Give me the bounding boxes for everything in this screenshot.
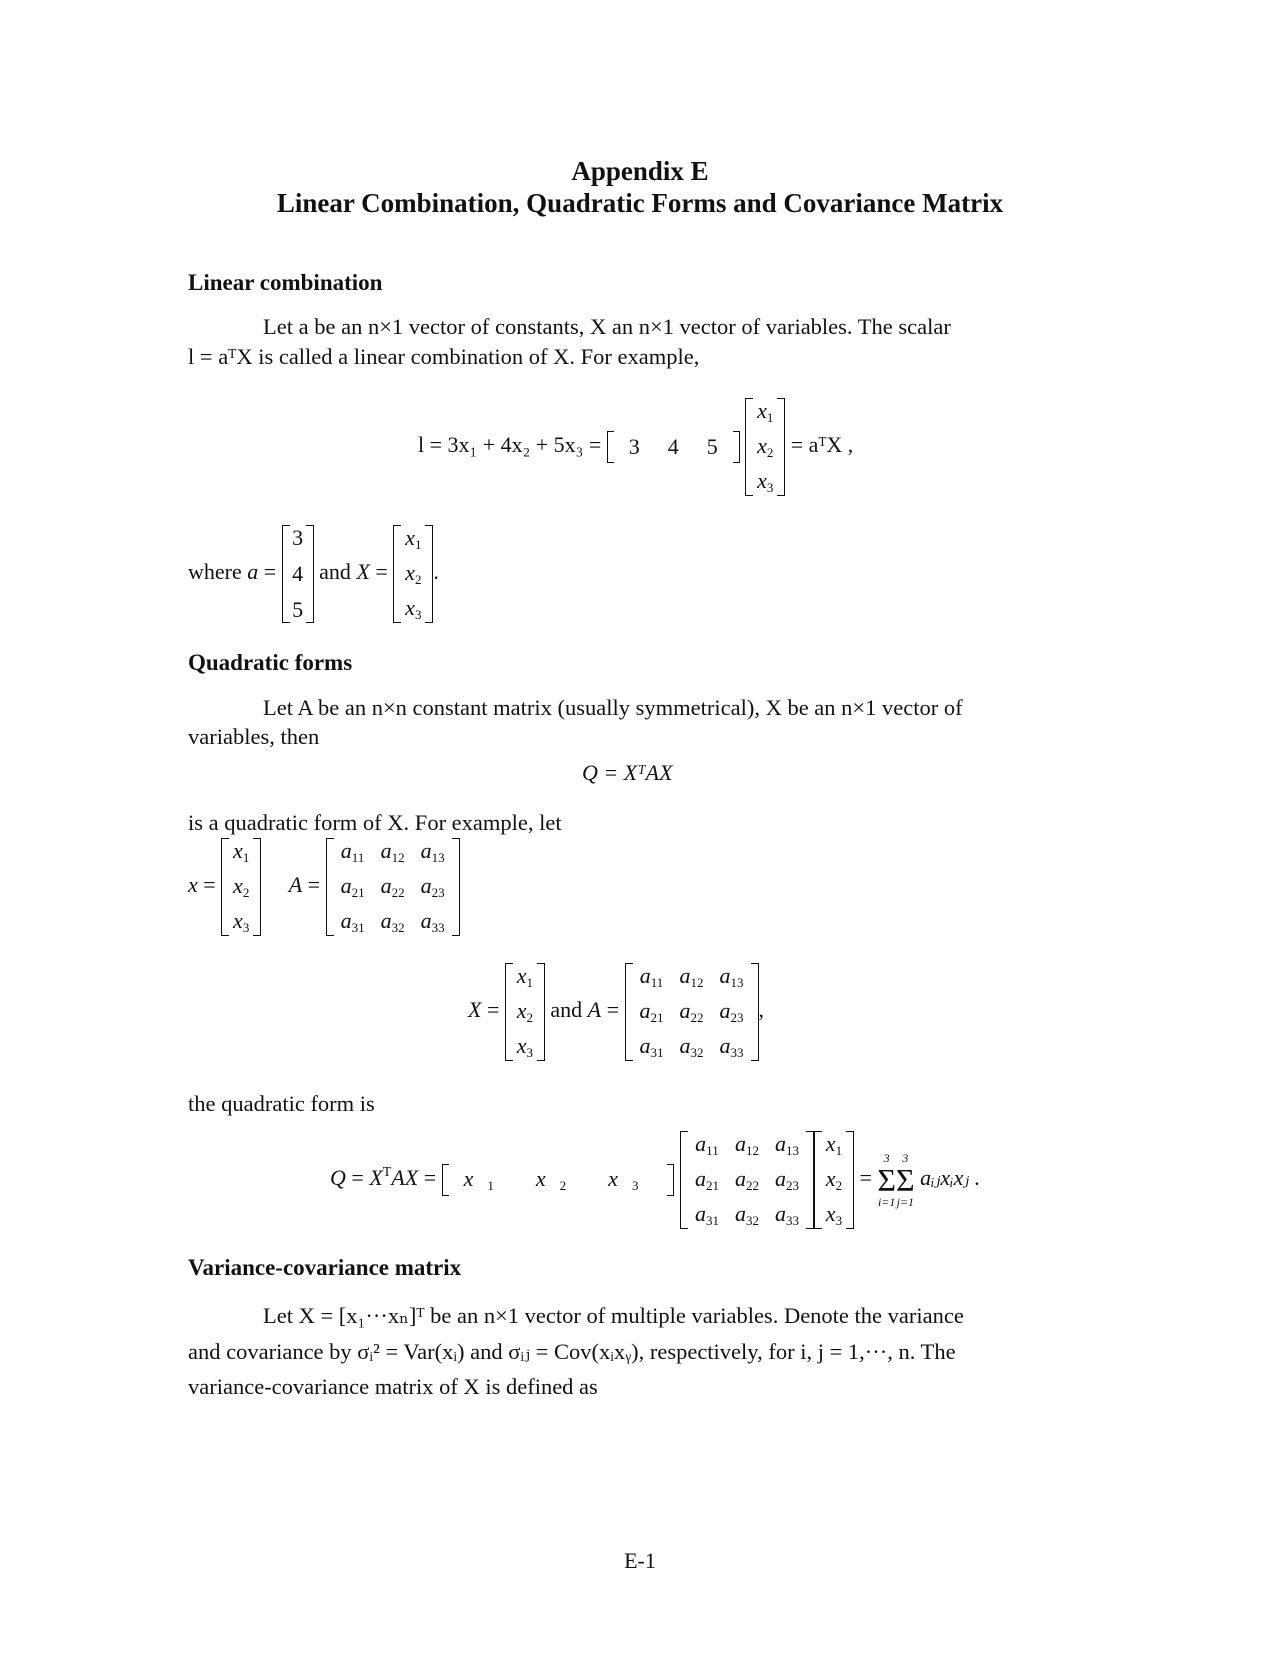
- quadratic-form-expansion: $Q = X^TAX$ = x $_1$ x $_2$ x $_3$ $a_{11}$ $a_{12}$ $a_{13}$ $a_{21}$ $a_{22}$ $a_{23}$ $a_{31}$ $a_{32}$ $a_{33}$ $x_1$ $x_2$ $x_3$ = 3 Σ i=1 3 Σ j=1 aᵢⱼxᵢxⱼ .: [330, 1131, 981, 1228]
- X-vector-display: $x_1$ $x_2$ $x_3$: [505, 963, 545, 1061]
- coefficient-row-vector: [607, 431, 740, 463]
- covariance-para-line3: variance-covariance matrix of X is defined as: [188, 1374, 598, 1399]
- a-column-vector: 3 4 5: [282, 525, 314, 623]
- and-label-display: and: [550, 997, 583, 1023]
- sum-i: 3 Σ i=1: [877, 1151, 896, 1209]
- quadratic-form-text: the quadratic form is: [188, 1091, 375, 1116]
- coef-2: 4: [667, 434, 679, 459]
- sum-expression: aᵢⱼxᵢxⱼ .: [920, 1165, 981, 1191]
- example-matrices-display: X = $x_1$ $x_2$ $x_3$ and A = $a_{11}$ $a_{12}$ $a_{13}$ $a_{21}$ $a_{22}$ $a_{23}$ $a_{31}$ $a_{32}$ $a_{33}$ ,: [468, 963, 765, 1060]
- x-column-expansion: $x_1$ $x_2$ $x_3$: [814, 1131, 854, 1229]
- A-matrix-small: $a_{11}$ $a_{12}$ $a_{13}$ $a_{21}$ $a_{22}$ $a_{23}$ $a_{31}$ $a_{32}$ $a_{33}$: [326, 838, 460, 936]
- coef-3: 5: [706, 434, 718, 459]
- linear-combination-heading: Linear combination: [188, 270, 383, 295]
- covariance-heading: Variance-covariance matrix: [188, 1255, 462, 1280]
- quadratic-para-line2: variables, then: [188, 724, 320, 749]
- quadratic-forms-heading: Quadratic forms: [188, 650, 353, 675]
- linear-example-equation: [418, 398, 853, 496]
- where-label: where: [188, 559, 242, 585]
- quadratic-formula: Q = XᵀAX: [582, 760, 673, 785]
- page-number: E-1: [624, 1548, 656, 1573]
- appendix-subtitle: Linear Combination, Quadratic Forms and Covariance Matrix: [276, 188, 1004, 218]
- linear-para-line1: Let a be an n×1 vector of constants, X an n×1 vector of variables. The scalar: [263, 314, 951, 339]
- x-row-vector: x $_1$ x $_2$ x $_3$: [442, 1164, 675, 1196]
- where-definitions: where a = 3 4 5 and X = $x_1$ $x_2$ $x_3$ .: [188, 525, 439, 622]
- coef-1: 3: [628, 434, 640, 459]
- and-label: and: [319, 559, 351, 585]
- quadratic-para-line1: Let A be an n×n constant matrix (usually symmetrical), X be an n×1 vector of: [263, 695, 963, 720]
- x-column-vector: $x_1$ $x_2$ $x_3$: [745, 398, 785, 496]
- example-matrices-inline: x = $x_1$ $x_2$ $x_3$ A = $a_{11}$ $a_{12}$ $a_{13}$ $a_{21}$ $a_{22}$ $a_{23}$ $a_{31}$ $a_{32}$ $a_{33}$: [188, 838, 460, 936]
- covariance-para-line1: Let X = [x₁···xₙ]ᵀ be an n×1 vector of multiple variables. Denote the variance: [263, 1303, 964, 1328]
- linear-para-line2: l = aᵀX is called a linear combination of X. For example,: [188, 344, 700, 369]
- X-column-vector: $x_1$ $x_2$ $x_3$: [393, 525, 433, 623]
- quadratic-example-text: is a quadratic form of X. For example, let: [188, 810, 562, 835]
- sum-j: 3 Σ j=1: [895, 1151, 915, 1209]
- A-matrix-expansion: $a_{11}$ $a_{12}$ $a_{13}$ $a_{21}$ $a_{22}$ $a_{23}$ $a_{31}$ $a_{32}$ $a_{33}$: [680, 1131, 814, 1229]
- linear-eq-left: l = 3x₁ + 4x₂ + 5x₃ =: [418, 432, 602, 458]
- A-matrix-display: $a_{11}$ $a_{12}$ $a_{13}$ $a_{21}$ $a_{22}$ $a_{23}$ $a_{31}$ $a_{32}$ $a_{33}$: [625, 963, 759, 1061]
- appendix-title: Appendix E: [571, 156, 709, 186]
- x-vector-small: $x_1$ $x_2$ $x_3$: [221, 838, 261, 936]
- linear-eq-right: = aᵀX ,: [790, 432, 854, 458]
- covariance-para-line2: and covariance by σᵢ² = Var(xᵢ) and σᵢⱼ = Cov(xᵢxᵧ), respectively, for i, j = 1,···, n. The: [188, 1339, 956, 1364]
